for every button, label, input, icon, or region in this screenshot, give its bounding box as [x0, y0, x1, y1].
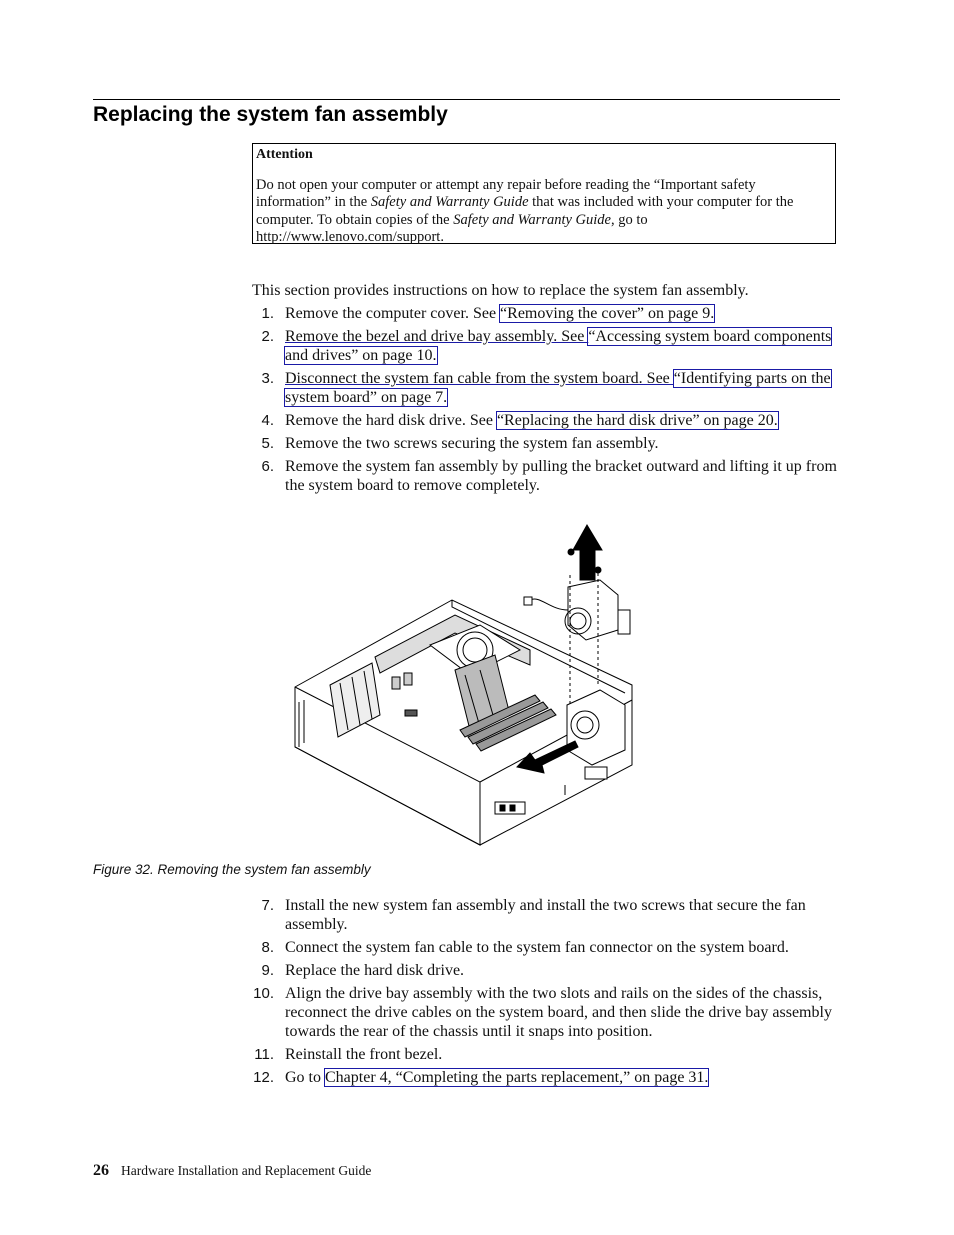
step-number: 4. — [261, 412, 274, 429]
intro-paragraph: This section provides instructions on how to replace the system fan assembly. — [252, 282, 749, 299]
step-text: Install the new system fan assembly and install the two screws that secure the fan assembly. — [285, 897, 806, 933]
step-number: 5. — [261, 435, 274, 452]
step-number: 2. — [261, 328, 274, 345]
step-number: 11. — [254, 1046, 274, 1063]
step-text: Disconnect the system fan cable from the system board. See — [285, 370, 674, 387]
fan-assembly-illustration — [280, 515, 660, 855]
step-text: Remove the hard disk drive. See — [285, 412, 497, 429]
step-item — [248, 411, 838, 430]
step-item — [248, 434, 838, 453]
step-item — [248, 896, 838, 934]
step-number: 9. — [261, 962, 274, 979]
step-number: 6. — [261, 458, 274, 475]
step-text: Remove the bezel and drive bay assembly. See — [285, 328, 589, 345]
doc-title: Safety and Warranty Guide — [453, 211, 611, 228]
step-item — [248, 304, 838, 323]
page-footer — [93, 1162, 371, 1180]
step-item — [248, 457, 838, 495]
steps-list-2 — [248, 896, 838, 1091]
cross-reference-link[interactable]: “Replacing the hard disk drive” on page 20. — [496, 412, 778, 429]
step-text: Replace the hard disk drive. — [285, 962, 465, 979]
step-item — [248, 984, 838, 1041]
step-number: 10. — [253, 985, 274, 1002]
attention-box — [252, 143, 836, 244]
step-text: Go to — [285, 1069, 325, 1086]
step-text: Remove the two screws securing the system fan assembly. — [285, 435, 659, 452]
step-text: Remove the system fan assembly by pulling the bracket outward and lifting it up from the system board to remove completely. — [285, 458, 837, 494]
cross-reference-link[interactable]: “Identifying parts on the system board” on page 7. — [285, 370, 831, 406]
step-text: Connect the system fan cable to the system fan connector on the system board. — [285, 939, 789, 956]
step-item — [248, 1068, 838, 1087]
steps-list-1 — [248, 304, 838, 499]
step-number: 7. — [261, 897, 274, 914]
step-text: Reinstall the front bezel. — [285, 1046, 443, 1063]
step-number: 12. — [253, 1069, 274, 1086]
step-item — [248, 327, 838, 365]
step-number: 3. — [261, 370, 274, 387]
attention-text: Do not open your computer or attempt any repair before reading the “Important safety information” in the Safety and Warranty Guide that was included with your computer for the computer. To obtain copies of the Safety and Warranty Guide, go to http://www.lenovo.com/support. — [256, 176, 794, 245]
step-item — [248, 938, 838, 957]
step-text: Align the drive bay assembly with the two slots and rails on the sides of the chassis, reconnect the drive cables on the system board, and then slide the drive bay assembly towards the rear of the chassis until it snaps into position. — [285, 985, 832, 1040]
step-item — [248, 961, 838, 980]
step-item — [248, 1045, 838, 1064]
step-number: 1. — [261, 305, 274, 322]
cross-reference-link[interactable]: “Removing the cover” on page 9. — [500, 305, 715, 322]
section-title: Replacing the system fan assembly — [93, 103, 448, 126]
step-text: Remove the computer cover. See — [285, 305, 501, 322]
figure-caption: Figure 32. Removing the system fan assembly — [93, 862, 371, 877]
cross-reference-link[interactable]: Chapter 4, “Completing the parts replacement,” on page 31. — [325, 1069, 709, 1086]
step-item — [248, 369, 838, 407]
cross-reference-link[interactable]: “Accessing system board components and drives” on page 10. — [285, 328, 832, 364]
doc-title: Safety and Warranty Guide — [370, 194, 529, 210]
attention-heading: Attention — [256, 147, 313, 162]
step-number: 8. — [261, 939, 274, 956]
page-number: 26 — [93, 1162, 109, 1179]
book-title: Hardware Installation and Replacement Guide — [121, 1163, 372, 1178]
